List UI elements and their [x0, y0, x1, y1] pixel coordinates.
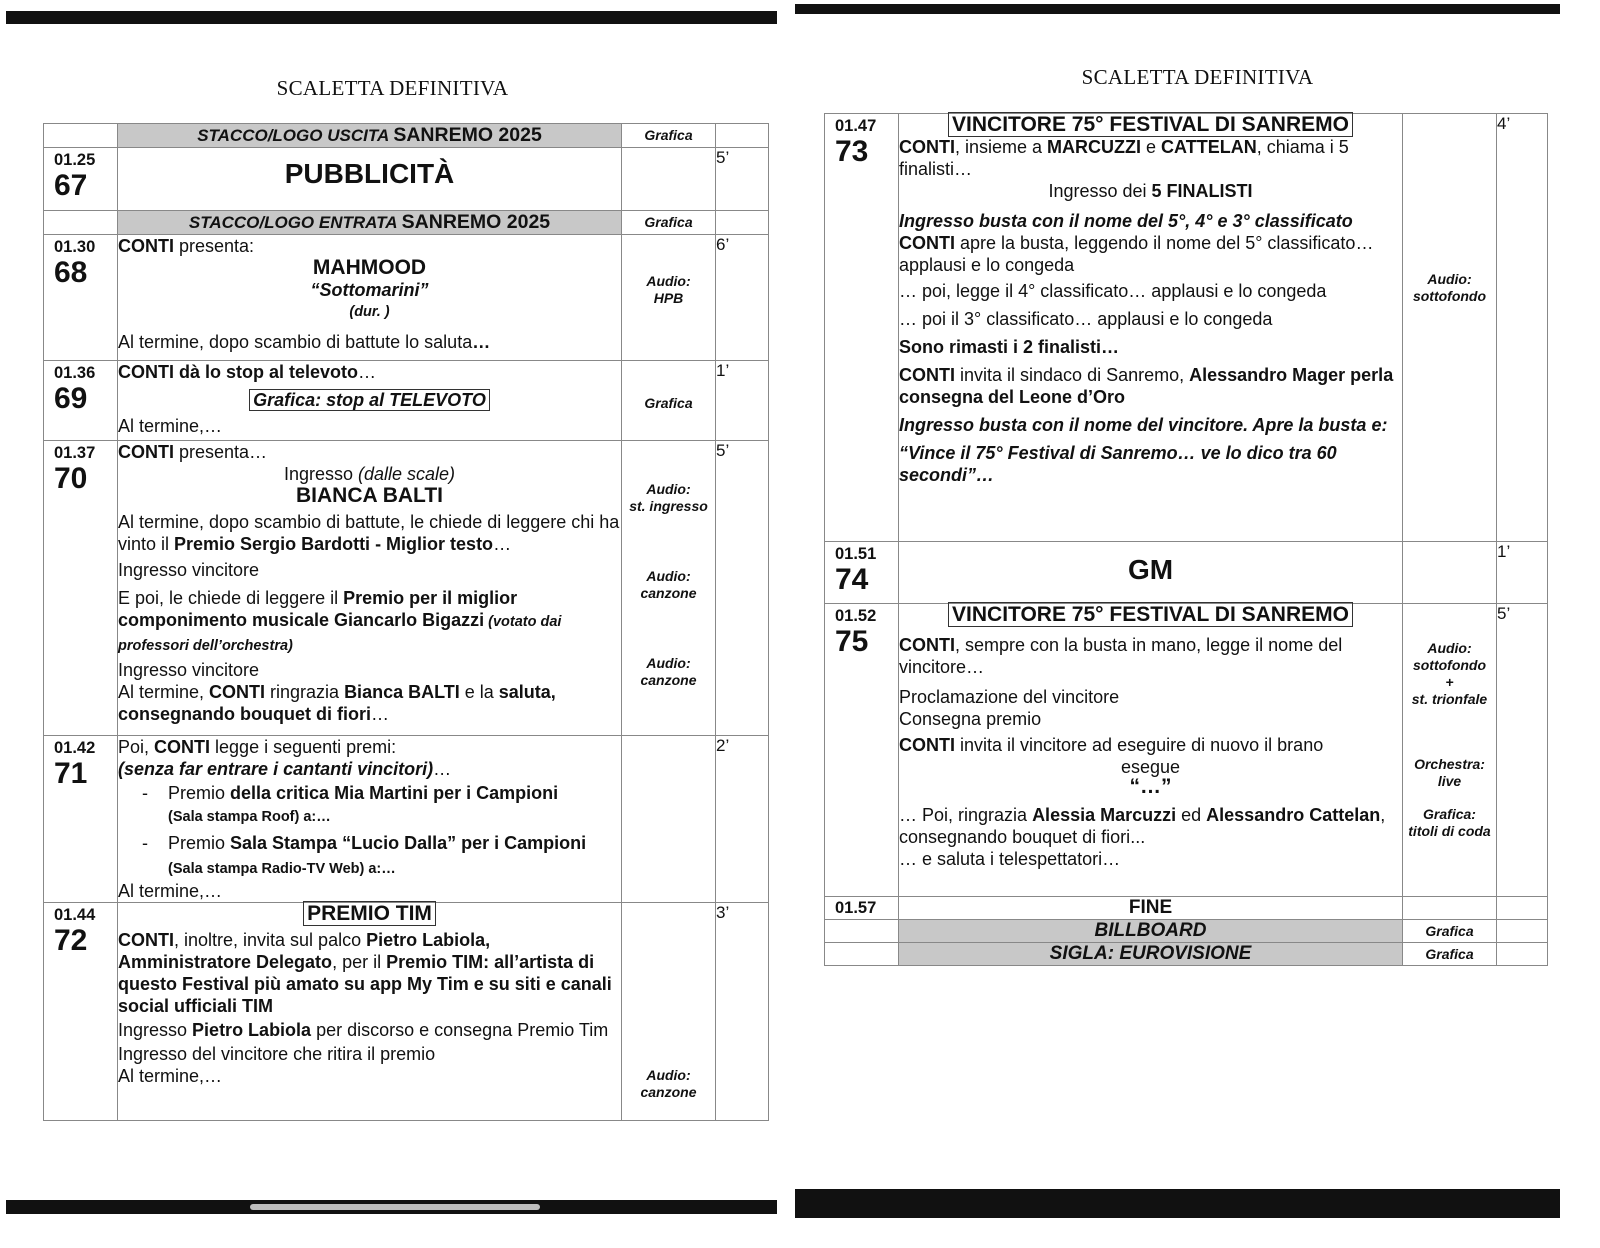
left-page: [0, 0, 785, 1248]
row-fine: 01.57 FINE: [825, 897, 1548, 920]
row-68: 01.30 68 CONTI presenta: MAHMOOD “Sottomarini” (dur. ) Al termine, dopo scambio di battute lo saluta… Audio: HPB 6’: [44, 235, 769, 361]
stacco-entrata-row: STACCO/LOGO ENTRATA SANREMO 2025 Grafica: [44, 211, 769, 235]
row-72: 01.44 72 PREMIO TIM CONTI, inoltre, invita sul palco Pietro Labiola, Amministratore Delegato, per il Premio TIM: all’artista di questo Festival più amato su app My Tim e su siti e canali social ufficiali TIM Ingresso Pietro Labiola per discorso e consegna Premio Tim Ingresso del vincitore che ritira il premio Al termine,… Audio: canzone 3’: [44, 903, 769, 1121]
row-70: 01.37 70 CONTI presenta… Ingresso (dalle scale) BIANCA BALTI Al termine, dopo scambio di battute, le chiede di leggere chi ha vinto il Premio Sergio Bardotti - Miglior testo… Ingresso vincitore E poi, le chiede di leggere il Premio per il miglior componimento musicale Giancarlo Bigazzi (votato dai professori dell’orchestra) Ingresso vincitore Al termine, CONTI ringrazia Bianca BALTI e la saluta, consegnando bouquet di fiori… Audio: st. ingresso Audio: canzone Audio: canzone 5’: [44, 441, 769, 736]
row-67: 01.25 67 PUBBLICITÀ 5’: [44, 148, 769, 211]
row-sigla: SIGLA: EUROVISIONE Grafica: [825, 943, 1548, 966]
scroll-handle[interactable]: [250, 1204, 540, 1210]
row-73: 01.47 73 VINCITORE 75° FESTIVAL DI SANREMO CONTI, insieme a MARCUZZI e CATTELAN, chiama i 5 finalisti… Ingresso dei 5 FINALISTI Ingresso busta con il nome del 5°, 4° e 3° classificato CONTI apre la busta, leggendo il nome del 5° classificato… applausi e lo congeda … poi, legge il 4° classificato… applausi e lo congeda … poi il 3° classificato… applausi e lo congeda Sono rimasti i 2 finalisti… CONTI invita il sindaco di Sanremo, Alessandro Mager perla consegna del Leone d’Oro Ingresso busta con il nome del vincitore. Apre la busta e: “Vince il 75° Festival di Sanremo… ve lo dico tra 60 secondi”… Audio: sottofondo 4’: [825, 114, 1548, 542]
page-title: SCALETTA DEFINITIVA: [276, 76, 509, 100]
row-69: 01.36 69 CONTI dà lo stop al televoto… Grafica: stop al TELEVOTO Al termine,… Grafica 1’: [44, 361, 769, 441]
row-71: 01.42 71 Poi, CONTI legge i seguenti premi: (senza far entrare i cantanti vincitori)… - Premio della critica Mia Martini per i Campioni (Sala stampa Roof) a:… - Premio Sala Stampa “Lucio Dalla” per i Campioni (Sala stampa Radio-TV Web) a:… Al termine,… 2’: [44, 736, 769, 903]
bottom-bar: [795, 1189, 1560, 1218]
vincitore-box: VINCITORE 75° FESTIVAL DI SANREMO: [948, 602, 1353, 627]
row-billboard: BILLBOARD Grafica: [825, 920, 1548, 943]
vincitore-box: VINCITORE 75° FESTIVAL DI SANREMO: [948, 112, 1353, 137]
schedule-table: [43, 123, 769, 1121]
item-title: GM: [1127, 554, 1174, 585]
row-75: 01.52 75 VINCITORE 75° FESTIVAL DI SANREMO CONTI, sempre con la busta in mano, legge il nome del vincitore… Proclamazione del vincitore Consegna premio CONTI invita il vincitore ad eseguire di nuovo il brano esegue “…” … Poi, ringrazia Alessia Marcuzzi ed Alessandro Cattelan, consegnando bouquet di fiori... … e saluta i telespettatori… Audio: sottofondo + st. trionfale Orchestra: live Grafica: titoli di coda 5’: [825, 604, 1548, 897]
page-gap: [785, 0, 795, 1248]
top-bar: [6, 11, 777, 24]
stacco-uscita-row: STACCO/LOGO USCITA SANREMO 2025 Grafica: [44, 124, 769, 148]
top-bar: [795, 4, 1560, 14]
page-title: SCALETTA DEFINITIVA: [1081, 65, 1314, 89]
schedule-table: [824, 113, 1548, 966]
premio-tim-box: PREMIO TIM: [303, 901, 436, 926]
grafica-televoto-box: Grafica: stop al TELEVOTO: [249, 389, 490, 411]
right-page: [795, 0, 1600, 1248]
item-title: PUBBLICITÀ: [284, 158, 455, 189]
row-74: 01.51 74 GM 1’: [825, 542, 1548, 604]
